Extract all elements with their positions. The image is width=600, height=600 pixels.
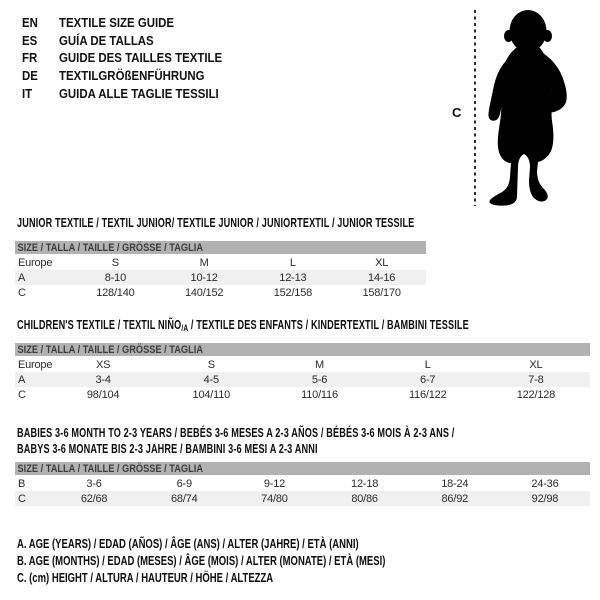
- language-row-de: [22, 67, 244, 85]
- value-cell: 116/122: [408, 388, 447, 401]
- language-title: GUIDE DES TAILLES TEXTILE: [59, 50, 223, 66]
- value-cell: 12-13: [279, 271, 307, 284]
- table-row-europe: [15, 255, 426, 270]
- value-cell: 24-36: [531, 477, 559, 490]
- language-code: DE: [22, 68, 38, 84]
- language-title: TEXTILGRÖßENFÜHRUNG: [59, 68, 205, 84]
- size-cell: S: [111, 256, 119, 269]
- value-cell: 140/152: [184, 286, 224, 299]
- value-cell: 152/158: [273, 286, 313, 299]
- footnote-legend: [17, 536, 502, 587]
- title-part: / TEXTILE DES ENFANTS / KINDERTEXTIL / BAMBINI TESSILE: [188, 318, 469, 332]
- children-size-table: [15, 343, 590, 402]
- value-cell: 3-4: [95, 373, 111, 386]
- section-title-babies: [17, 425, 454, 457]
- value-cell: 5-6: [311, 373, 328, 386]
- row-label: B: [18, 477, 26, 490]
- language-code: EN: [22, 15, 38, 31]
- value-cell: 98/104: [86, 388, 120, 401]
- table-header-bar: [15, 462, 590, 475]
- babies-size-table: [15, 462, 590, 506]
- section-title-children: [17, 318, 469, 333]
- value-cell: 10-12: [190, 271, 218, 284]
- footnote-age-years: A. AGE (YEARS) / EDAD (AÑOS) / ÂGE (ANS) / ALTER (JAHRE) / ETÀ (ANNI): [17, 537, 359, 551]
- language-code: IT: [22, 85, 33, 101]
- table-row-months: [15, 476, 590, 491]
- height-measure-label: C: [452, 105, 462, 120]
- row-label: A: [18, 373, 26, 386]
- row-label: C: [18, 492, 26, 505]
- value-cell: 7-8: [528, 373, 544, 386]
- value-cell: 6-7: [420, 373, 436, 386]
- size-cell: L: [424, 358, 431, 371]
- value-cell: 62/68: [80, 492, 108, 505]
- value-cell: 6-9: [176, 477, 192, 490]
- table-header-bar: [15, 343, 590, 356]
- footnote-age-months: B. AGE (MONTHS) / EDAD (MESES) / ÂGE (MOIS) / ALTER (MONATE) / ETÀ (MESI): [17, 554, 386, 568]
- language-code: FR: [22, 50, 38, 66]
- language-row-en: [22, 14, 244, 32]
- size-cell: XS: [95, 358, 111, 371]
- height-measure-line: [474, 10, 476, 206]
- table-row-height: [15, 387, 590, 402]
- language-row-fr: [22, 49, 244, 67]
- row-label: C: [18, 286, 26, 299]
- title-subscript: /A: [181, 323, 189, 333]
- value-cell: 8-10: [104, 271, 126, 284]
- row-label: Europe: [18, 256, 53, 269]
- language-list: [22, 14, 244, 102]
- size-cell: XL: [375, 256, 389, 269]
- size-cell: M: [199, 256, 209, 269]
- value-cell: 158/170: [362, 286, 401, 299]
- value-cell: 92/98: [531, 492, 559, 505]
- toddler-silhouette-icon: [486, 5, 598, 207]
- value-cell: 122/128: [516, 388, 556, 401]
- value-cell: 3-6: [86, 477, 102, 490]
- language-title: GUÍA DE TALLAS: [59, 32, 154, 48]
- table-row-age: [15, 372, 590, 387]
- value-cell: 80/86: [351, 492, 378, 505]
- table-row-age: [15, 270, 426, 285]
- junior-size-table: [15, 241, 426, 300]
- title-line-2: BABYS 3-6 MONATE BIS 2-3 JAHRE / BAMBINI 3-6 MESI A 2-3 ANNI: [17, 442, 318, 456]
- value-cell: 18-24: [441, 477, 469, 490]
- row-label: Europe: [18, 358, 53, 371]
- table-row-europe: [15, 357, 590, 372]
- value-cell: 86/92: [441, 492, 469, 505]
- size-cell: XL: [529, 358, 543, 371]
- size-header-label: SIZE / TALLA / TAILLE / GRÖSSE / TAGLIA: [17, 343, 204, 356]
- size-cell: S: [207, 358, 215, 371]
- value-cell: 68/74: [170, 492, 198, 505]
- row-label: A: [18, 271, 26, 284]
- size-cell: L: [289, 256, 296, 269]
- size-cell: M: [315, 358, 324, 371]
- value-cell: 110/116: [301, 388, 338, 401]
- language-row-it: [22, 84, 244, 102]
- footnote-height: C. (cm) HEIGHT / ALTURA / HAUTEUR / HÖHE / ALTEZZA: [17, 571, 274, 585]
- value-cell: 128/140: [96, 286, 135, 299]
- table-header-bar: [15, 241, 426, 254]
- size-header-label: SIZE / TALLA / TAILLE / GRÖSSE / TAGLIA: [17, 462, 204, 475]
- table-row-height: [15, 285, 426, 300]
- value-cell: 104/110: [192, 388, 231, 401]
- title-part: CHILDREN'S TEXTILE / TEXTIL NIÑO: [17, 318, 182, 332]
- language-code: ES: [22, 32, 38, 48]
- value-cell: 14-16: [368, 271, 396, 284]
- value-cell: 9-12: [263, 477, 286, 490]
- value-cell: 74/80: [261, 492, 288, 505]
- language-row-es: [22, 32, 244, 50]
- value-cell: 12-18: [351, 477, 379, 490]
- row-label: C: [18, 388, 26, 401]
- table-row-height: [15, 491, 590, 506]
- size-header-label: SIZE / TALLA / TAILLE / GRÖSSE / TAGLIA: [17, 241, 204, 254]
- title-line-1: BABIES 3-6 MONTH TO 2-3 YEARS / BEBÉS 3-6 MESES A 2-3 AÑOS / BÉBÉS 3-6 MOIS À 2-3 ANS /: [17, 426, 455, 440]
- value-cell: 4-5: [203, 373, 219, 386]
- language-title: TEXTILE SIZE GUIDE: [59, 15, 175, 31]
- language-title: GUIDA ALLE TAGLIE TESSILI: [59, 85, 219, 101]
- section-title-junior: JUNIOR TEXTILE / TEXTIL JUNIOR/ TEXTILE JUNIOR / JUNIORTEXTIL / JUNIOR TESSILE: [17, 216, 415, 230]
